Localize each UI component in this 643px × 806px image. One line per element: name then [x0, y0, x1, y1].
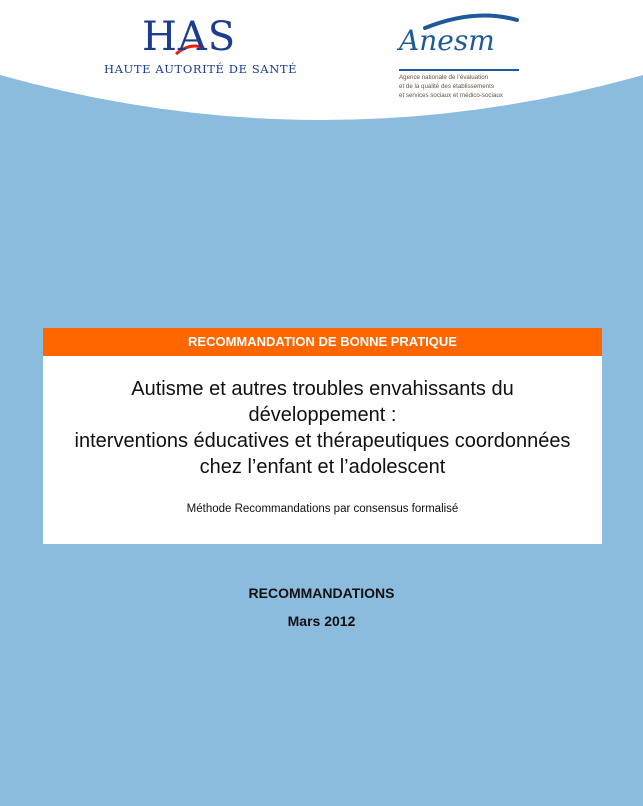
anesm-logo — [395, 12, 525, 102]
anesm-subtitle-line: et de la qualité des établissements — [399, 83, 494, 90]
document-type: RECOMMANDATIONS — [248, 585, 395, 601]
has-logo-letters: HAS — [142, 14, 237, 60]
title-line: Autisme et autres troubles envahissants du — [131, 378, 514, 400]
recommendation-banner: RECOMMANDATION DE BONNE PRATIQUE — [43, 328, 602, 356]
anesm-divider — [399, 69, 519, 71]
has-logo-subtitle: HAUTE AUTORITÉ DE SANTÉ — [104, 62, 298, 76]
document-title — [43, 376, 602, 480]
anesm-subtitle-line: Agence nationale de l’évaluation — [399, 74, 489, 81]
title-line: développement : — [248, 404, 397, 426]
publication-date: Mars 2012 — [287, 613, 356, 629]
has-logo — [104, 14, 298, 84]
header-band — [0, 0, 643, 130]
method-text: Méthode Recommandations par consensus formalisé — [186, 503, 459, 515]
anesm-subtitle-line: et services sociaux et médico-sociaux — [399, 92, 503, 99]
anesm-logo-wordmark: Anesm — [399, 24, 495, 57]
title-line: interventions éducatives et thérapeutiques coordonnées — [74, 430, 571, 452]
title-line: chez l’enfant et l’adolescent — [199, 456, 446, 478]
anesm-logo-subtitle — [399, 73, 503, 100]
title-box — [43, 328, 602, 544]
